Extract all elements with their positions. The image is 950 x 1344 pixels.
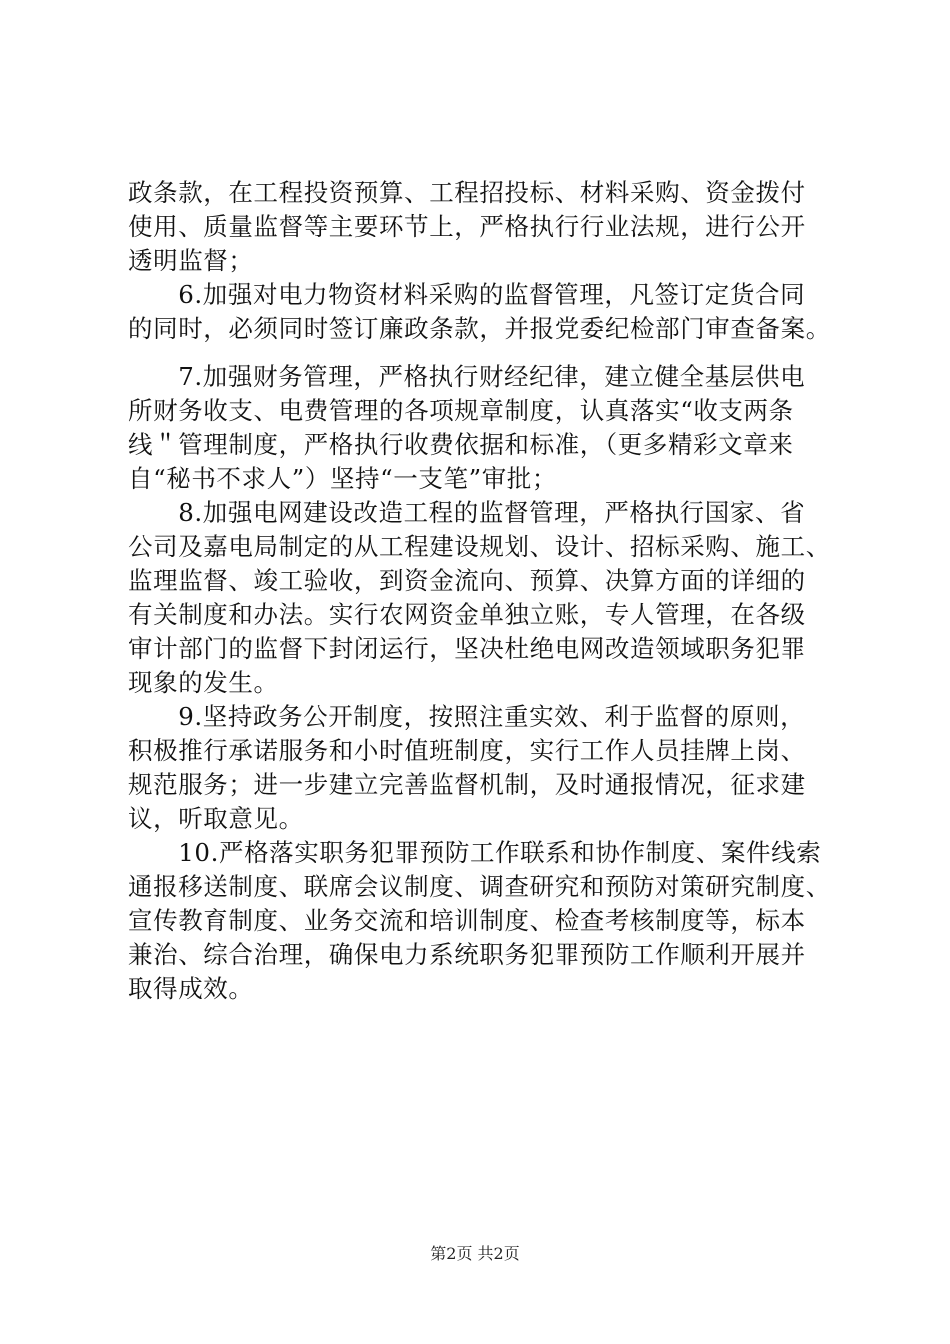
text-line: 使用、质量监督等主要环节上，严格执行行业法规，进行公开 [128,212,806,241]
paragraph-item-6 [128,278,848,346]
text-line: 审计部门的监督下封闭运行，坚决杜绝电网改造领域职务犯罪 [128,634,806,663]
text-line: 所财务收支、电费管理的各项规章制度，认真落实“收支两条 [128,396,794,425]
text-line: 兼治、综合治理，确保电力系统职务犯罪预防工作顺利开展并 [128,940,806,969]
paragraph-procurement-clause [128,176,848,278]
page-number-footer: 第2页 共2页 [430,1244,520,1263]
text-line: 有关制度和办法。实行农网资金单独立账，专人管理，在各级 [128,600,806,629]
text-line: 通报移送制度、联席会议制度、调查研究和预防对策研究制度、 [128,872,831,901]
text-line: 6.加强对电力物资材料采购的监督管理，凡签订定货合同 [128,280,806,309]
paragraph-item-7 [128,360,848,496]
text-line: 公司及嘉电局制定的从工程建设规划、设计、招标采购、施工、 [128,532,831,561]
text-line: 9.坚持政务公开制度，按照注重实效、利于监督的原则， [128,702,806,731]
text-line: 政条款，在工程投资预算、工程招投标、材料采购、资金拨付 [128,178,806,207]
text-line: 的同时，必须同时签订廉政条款，并报党委纪检部门审查备案。 [128,314,831,343]
text-line: 议，听取意见。 [128,804,304,833]
text-line: 透明监督； [128,246,254,275]
text-line: 规范服务；进一步建立完善监督机制，及时通报情况，征求建 [128,770,806,799]
text-line: 线＂管理制度，严格执行收费依据和标准，（更多精彩文章来 [128,430,794,459]
text-line: 10.严格落实职务犯罪预防工作联系和协作制度、案件线索 [128,838,822,867]
text-line: 取得成效。 [128,974,254,1003]
paragraph-item-9 [128,700,848,836]
text-line: 7.加强财务管理，严格执行财经纪律，建立健全基层供电 [128,362,806,391]
text-line: 8.加强电网建设改造工程的监督管理，严格执行国家、省 [128,498,806,527]
text-line: 自“秘书不求人”）坚持“一支笔”审批； [128,464,557,493]
paragraph-item-8 [128,496,848,700]
paragraph-item-10 [128,836,848,1006]
text-line: 宣传教育制度、业务交流和培训制度、检查考核制度等，标本 [128,906,806,935]
text-line: 现象的发生。 [128,668,279,697]
text-line: 监理监督、竣工验收，到资金流向、预算、决算方面的详细的 [128,566,806,595]
text-line: 积极推行承诺服务和小时值班制度，实行工作人员挂牌上岗、 [128,736,806,765]
